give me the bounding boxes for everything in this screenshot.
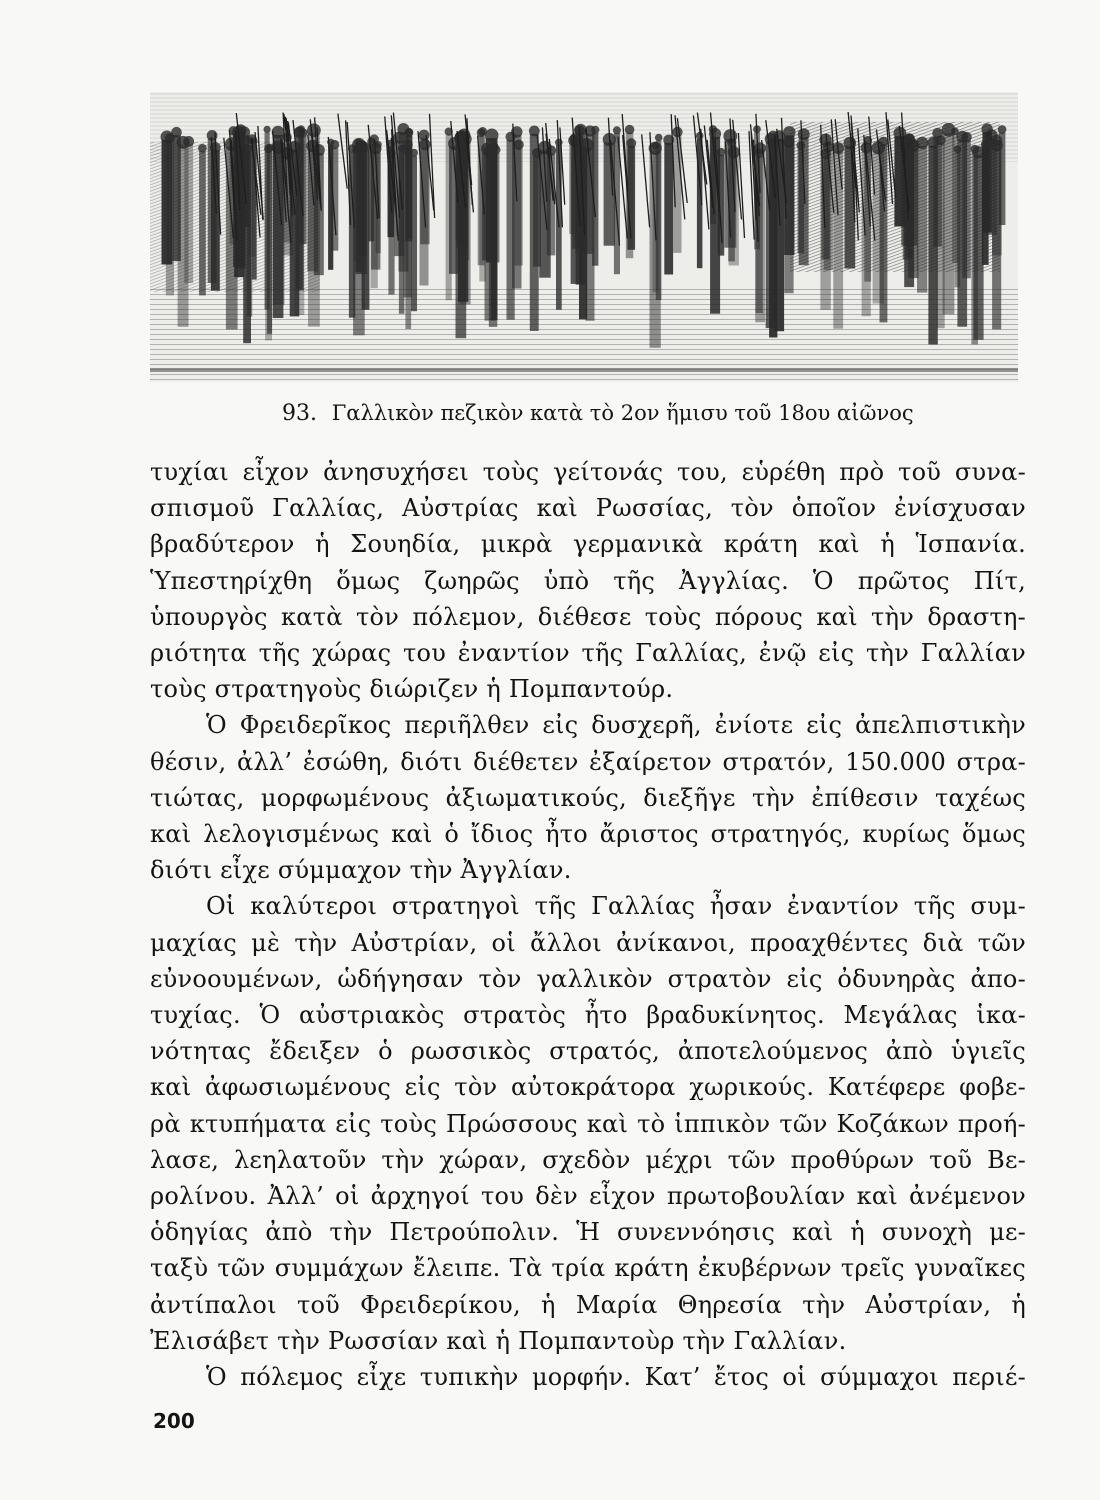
text-line: Ὁ Φρειδερῖκος περιῆλθεν εἰς δυσχερῆ, ἐνίοτε εἰς ἀπελπιστικὴν [206,711,1026,740]
soldier-head [591,126,599,134]
text-line: σπισμοῦ Γαλλίας, Αὐστρίας καὶ Ρωσσίας, τὸν ὁποῖον ἐνίσχυσαν [150,494,1026,523]
soldier-figure [349,152,355,318]
soldier-head [419,139,430,150]
soldier-figure [486,138,498,262]
text-line: τυχίας. Ὁ αὐστριακὸς στρατὸς ἦτο βραδυκίνητος. Μεγάλας ἱκα- [150,1001,1026,1030]
soldier-head [655,134,663,142]
page-number: 200 [153,1409,195,1433]
soldier-head [367,137,375,145]
text-line: Ἐλισάβετ τὴν Ρωσσίαν καὶ ἡ Πομπαντοὺρ τὴν Γαλλίαν. [150,1326,847,1355]
soldier-figure [515,148,523,266]
text-line: θέσιν, ἀλλ’ ἐσώθη, διότι διέθετεν ἐξαίρετον στρατόν, 150.000 στρα- [150,747,1026,776]
soldier-head [404,128,413,137]
soldier-figure [403,148,411,298]
soldier-figure [530,134,539,331]
infantry-engraving [150,92,1018,382]
soldier-head [330,140,339,149]
text-line: ρὰ κτυπήματα εἰς τοὺς Πρώσσους καὶ τὸ ἱππικὸν τῶν Κοζάκων προή- [150,1109,1026,1138]
body-text [150,454,1026,1395]
soldier-figure [664,143,673,275]
soldier-head [754,142,766,154]
soldier-figure [362,150,370,310]
engraving-illustration [150,92,1018,382]
soldier-figure [547,154,556,256]
soldier-head [514,140,524,150]
text-line: τοὺς στρατηγοὺς διώριζεν ἡ Πομπαντούρ. [150,675,674,704]
text-line: βραδύτερον ἡ Σουηδία, μικρὰ γερμανικὰ κράτη καὶ ἡ Ἱσπανία. [150,530,1026,559]
soldier-figure [556,145,562,309]
soldier-head [161,131,174,144]
soldier-head [238,126,250,138]
text-line: καὶ ἀφωσιωμένους εἰς τὸν αὐτοκράτορα χωρικούς. Κατέφερε φοβε- [150,1073,1026,1102]
text-line: ρολίνου. Ἀλλ’ οἱ ἀρχηγοί του δὲν εἶχον πρωτοβουλίαν καὶ ἀνέμενον [150,1182,1026,1211]
text-line: ὁδηγίας ἀπὸ τὴν Πετρούπολιν. Ἡ συνεννόησις καὶ ἡ συνοχὴ με- [150,1218,1026,1247]
text-line: Ὑπεστηρίχθη ὅμως ζωηρῶς ὑπὸ τῆς Ἀγγλίας. Ὁ πρῶτος Πίτ, [150,566,1026,595]
soldier-head [625,125,635,135]
soldier-head [485,129,498,142]
text-line: μαχίας μὲ τὴν Αὐστρίαν, οἱ ἄλλοι ἀνίκανοι, προαχθέντες διὰ τῶν [150,928,1026,957]
soldier-figure [627,146,635,250]
figure-caption [282,398,962,429]
text-line: τιώτας, μορφωμένους ἀξιωματικούς, διεξῆγε τὴν ἐπίθεσιν ταχέως [150,783,1026,812]
soldier-figure [331,148,338,251]
soldier-head [402,139,412,149]
soldier-head [294,127,306,139]
soldier-figure [571,142,583,284]
text-line: καὶ λελογισμένως καὶ ὁ ἴδιος ἦτο ἄριστος στρατηγός, κυρίως ὅμως [150,820,1026,849]
text-line: νότητας ἔδειξεν ὁ ρωσσικὸς στρατός, ἀποτελούμενος ἀπὸ ὑγιεῖς [150,1037,1026,1066]
figure-caption-text: Γαλλικὸν πεζικὸν κατὰ τὸ 2ον ἥμισυ τοῦ 18ου αἰῶνος [331,401,914,425]
text-line: ὑπουργὸς κατὰ τὸν πόλεμον, διέθεσε τοὺς πόρους καὶ τὴν δραστη- [150,602,1026,631]
soldier-head [307,123,321,137]
soldier-head [264,126,271,133]
figure-number: 93. [282,401,317,426]
soldier-head [613,126,621,134]
soldier-head [529,126,540,137]
text-line: ριότητα τῆς χώρας του ἐναντίον τῆς Γαλλίας, ἐνῷ εἰς τὴν Γαλλίαν [150,639,1026,668]
soldier-head [709,128,721,140]
text-line: Οἱ καλύτεροι στρατηγοὶ τῆς Γαλλίας ἦσαν ἐναντίον τῆς συμ- [206,892,1026,921]
text-line: ἀντίπαλοι τοῦ Φρειδερίκου, ἡ Μαρία Θηρεσία τὴν Αὐστρίαν, ἡ [150,1290,1026,1319]
text-line: διότι εἶχε σύμμαχον τὴν Ἀγγλίαν. [150,856,572,885]
text-line: Ὁ πόλεμος εἶχε τυπικὴν μορφήν. Κατ’ ἔτος οἱ σύμμαχοι περιέ- [206,1363,1026,1392]
text-line: λασε, λεηλατοῦν τὴν χώραν, σχεδὸν μέχρι τῶν προθύρων τοῦ Βε- [150,1145,1026,1174]
text-line: ταξὺ τῶν συμμάχων ἔλειπε. Τὰ τρία κράτη ἐκυβέρνων τρεῖς γυναῖκες [150,1254,1026,1283]
soldier-head [717,148,725,156]
text-line: τυχίαι εἶχον ἀνησυχήσει τοὺς γείτονάς του, εὑρέθη πρὸ τοῦ συνα- [150,458,1026,486]
soldier-figure [650,151,661,347]
soldier-head [626,138,636,148]
text-line: εὐνοουμένων, ὡδήγησαν τὸν γαλλικὸν στρατὸν εἰς ὀδυνηρὰς ἀπο- [150,964,1026,993]
soldier-head [570,132,584,146]
